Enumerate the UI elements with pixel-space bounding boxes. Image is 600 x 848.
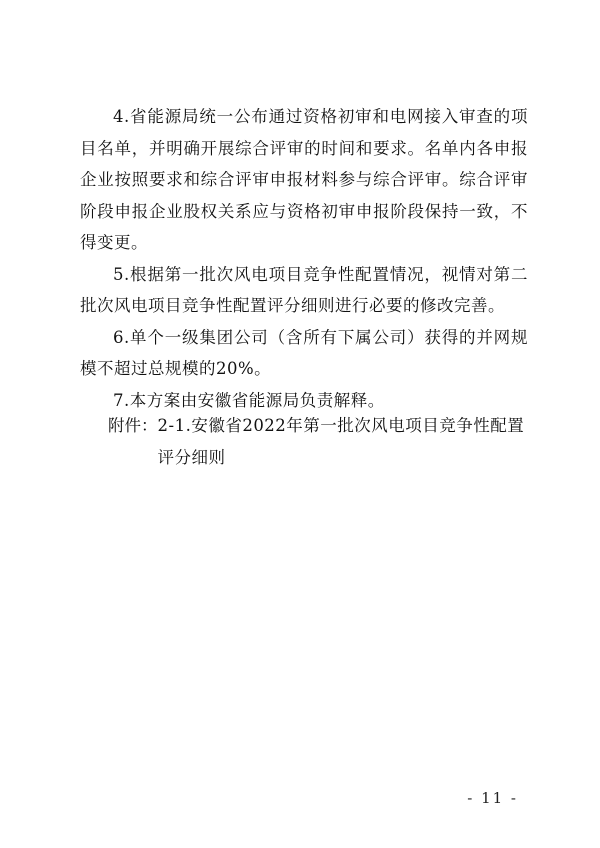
paragraph-item-6: 6.单个一级集团公司（含所有下属公司）获得的并网规模不超过总规模的20%。 bbox=[80, 327, 528, 378]
page-number: - 11 - bbox=[467, 789, 518, 807]
attachment-label: 附件： bbox=[108, 416, 158, 435]
attachment-title: 2-1.安徽省2022年第一批次风电项目竞争性配置评分细则 bbox=[157, 416, 525, 467]
paragraph-item-7: 7.本方案由安徽省能源局负责解释。 bbox=[113, 390, 385, 410]
paragraph-item-4: 4.省能源局统一公布通过资格初审和电网接入审查的项目名单，并明确开展综合评审的时间和要求。名单内各申报企业按照要求和综合评审申报材料参与综合评审。综合评审阶段申报企业股权关系应与资格初审申报阶段保持一致，不得变更。 bbox=[80, 107, 528, 252]
attachment-note bbox=[108, 410, 528, 473]
body-text bbox=[80, 101, 528, 416]
paragraph-item-5: 5.根据第一批次风电项目竞争性配置情况，视情对第二批次风电项目竞争性配置评分细则进行必要的修改完善。 bbox=[80, 264, 528, 315]
